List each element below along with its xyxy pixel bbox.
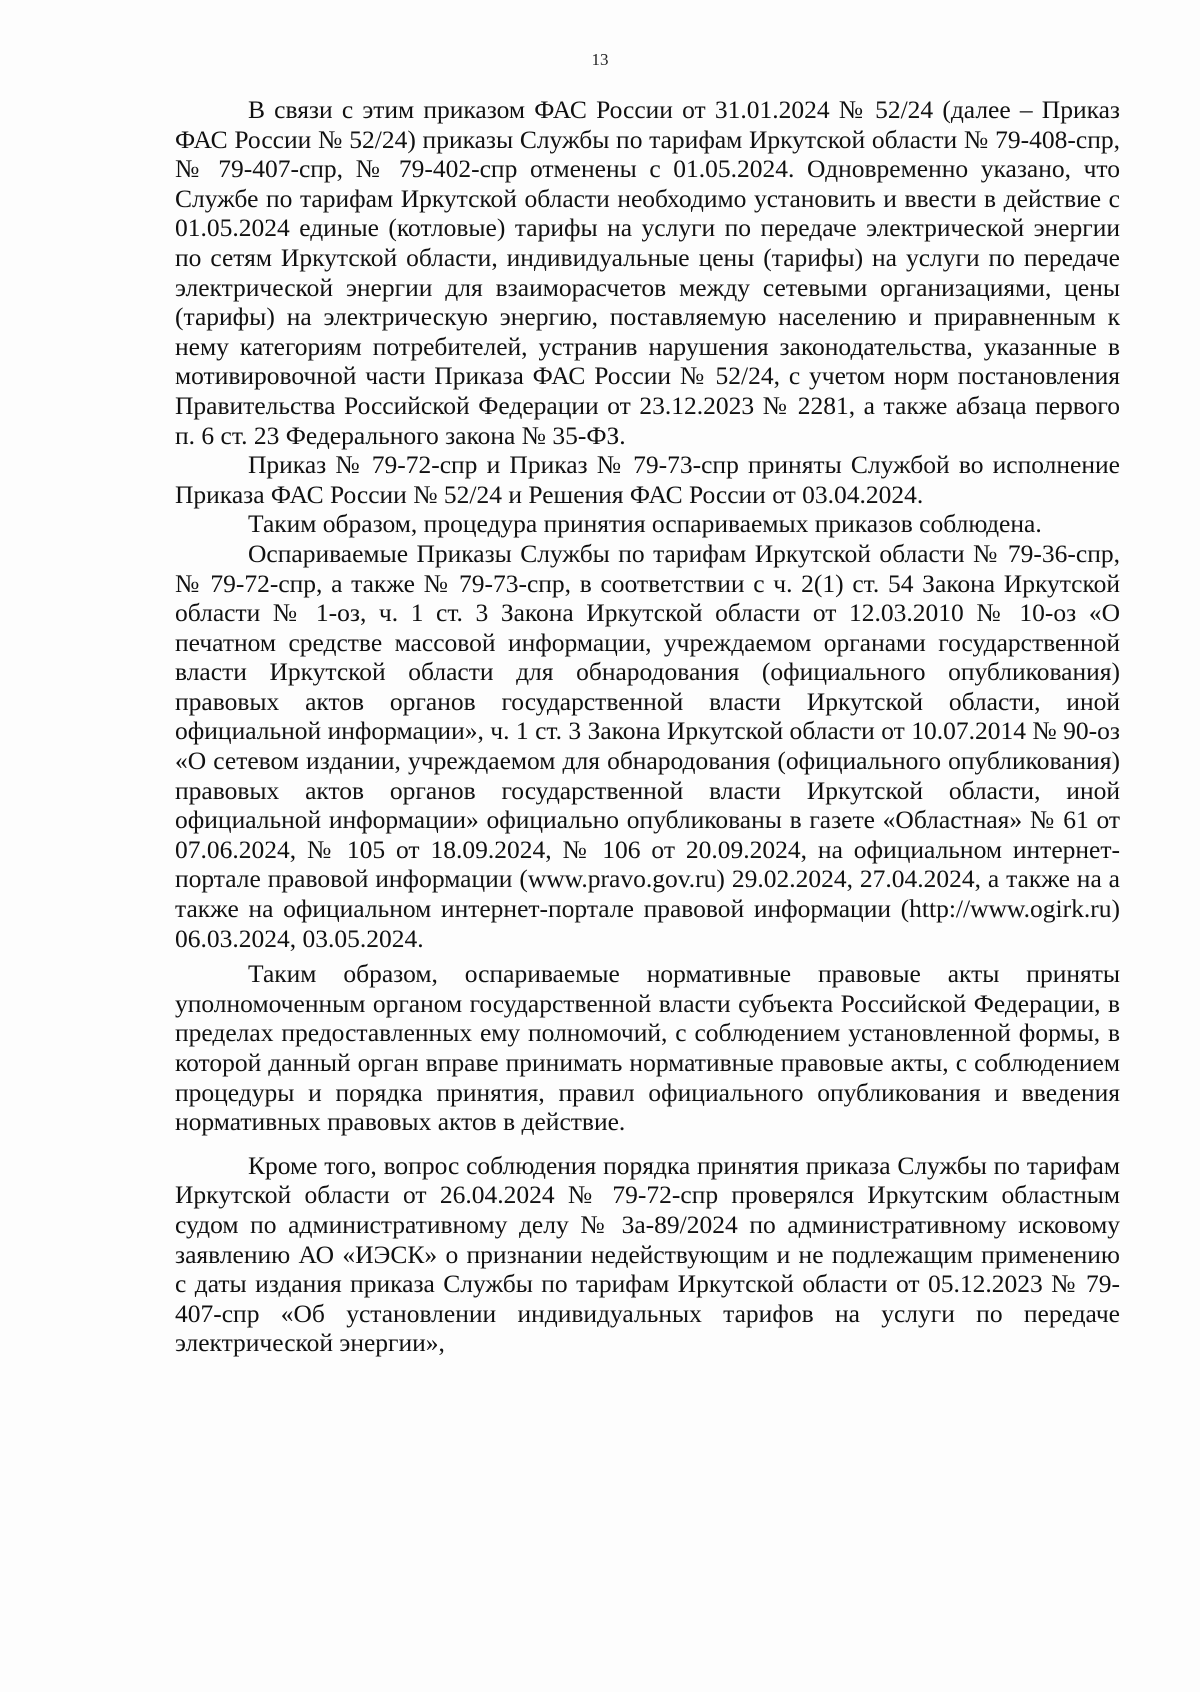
- paragraph-conclusion: Таким образом, оспариваемые нормативные правовые акты приняты уполномоченным органом государственной власти субъекта Российской Федерации, в пределах предоставленных ему полномочий, с соблюдением установленной формы, в которой данный орган вправе принимать нормативные правовые акты, с соблюдением процедуры и порядка принятия, правил официального опубликования и введения нормативных правовых актов в действие.: [175, 959, 1120, 1137]
- document-body: [175, 95, 1120, 1358]
- paragraph-orders-adopted: Приказ № 79-72-спр и Приказ № 79-73-спр приняты Службой во исполнение Приказа ФАС России № 52/24 и Решения ФАС России от 03.04.2024.: [175, 450, 1120, 509]
- paragraph-publication: Оспариваемые Приказы Службы по тарифам Иркутской области № 79-36-спр, № 79-72-спр, а также № 79-73-спр, в соответствии с ч. 2(1) ст. 54 Закона Иркутской области № 1-оз, ч. 1 ст. 3 Закона Иркутской области от 12.03.2010 № 10-оз «О печатном средстве массовой информации, учреждаемом органами государственной власти Иркутской области для обнародования (официального опубликования) правовых актов органов государственной власти Иркутской области, иной официальной информации», ч. 1 ст. 3 Закона Иркутской области от 10.07.2014 № 90-оз «О сетевом издании, учреждаемом для обнародования (официального опубликования) правовых актов органов государственной власти Иркутской области, иной официальной информации» официально опубликованы в газете «Областная» № 61 от 07.06.2024, № 105 от 18.09.2024, № 106 от 20.09.2024, на официальном интернет-портале правовой информации (www.pravo.gov.ru) 29.02.2024, 27.04.2024, а также на а также на официальном интернет-портале правовой информации (http://www.ogirk.ru) 06.03.2024, 03.05.2024.: [175, 538, 1120, 953]
- page-number: 13: [591, 50, 609, 69]
- paragraph-procedure-observed: Таким образом, процедура принятия оспариваемых приказов соблюдена.: [248, 509, 1042, 539]
- paragraph-fas-order: В связи с этим приказом ФАС России от 31.01.2024 № 52/24 (далее – Приказ ФАС России № 52/24) приказы Службы по тарифам Иркутской области № 79-408-спр, № 79-407-спр, № 79-402-спр отменены с 01.05.2024. Одновременно указано, что Службе по тарифам Иркутской области необходимо установить и ввести в действие с 01.05.2024 единые (котловые) тарифы на услуги по передаче электрической энергии по сетям Иркутской области, индивидуальные цены (тарифы) на услуги по передаче электрической энергии для взаиморасчетов между сетевыми организациями, цены (тарифы) на электрическую энергию, поставляемую населению и приравненным к нему категориям потребителей, устранив нарушения законодательства, указанные в мотивировочной части Приказа ФАС России № 52/24, с учетом норм постановления Правительства Российской Федерации от 23.12.2023 № 2281, а также абзаца первого п. 6 ст. 23 Федерального закона № 35-ФЗ.: [175, 95, 1120, 450]
- paragraph-court-review: Кроме того, вопрос соблюдения порядка принятия приказа Службы по тарифам Иркутской области от 26.04.2024 № 79-72-спр проверялся Иркутским областным судом по административному делу № 3а-89/2024 по административному исковому заявлению АО «ИЭСК» о признании недействующим и не подлежащим применению с даты издания приказа Службы по тарифам Иркутской области от 05.12.2023 № 79-407-спр «Об установлении индивидуальных тарифов на услуги по передаче электрической энергии»,: [175, 1150, 1120, 1358]
